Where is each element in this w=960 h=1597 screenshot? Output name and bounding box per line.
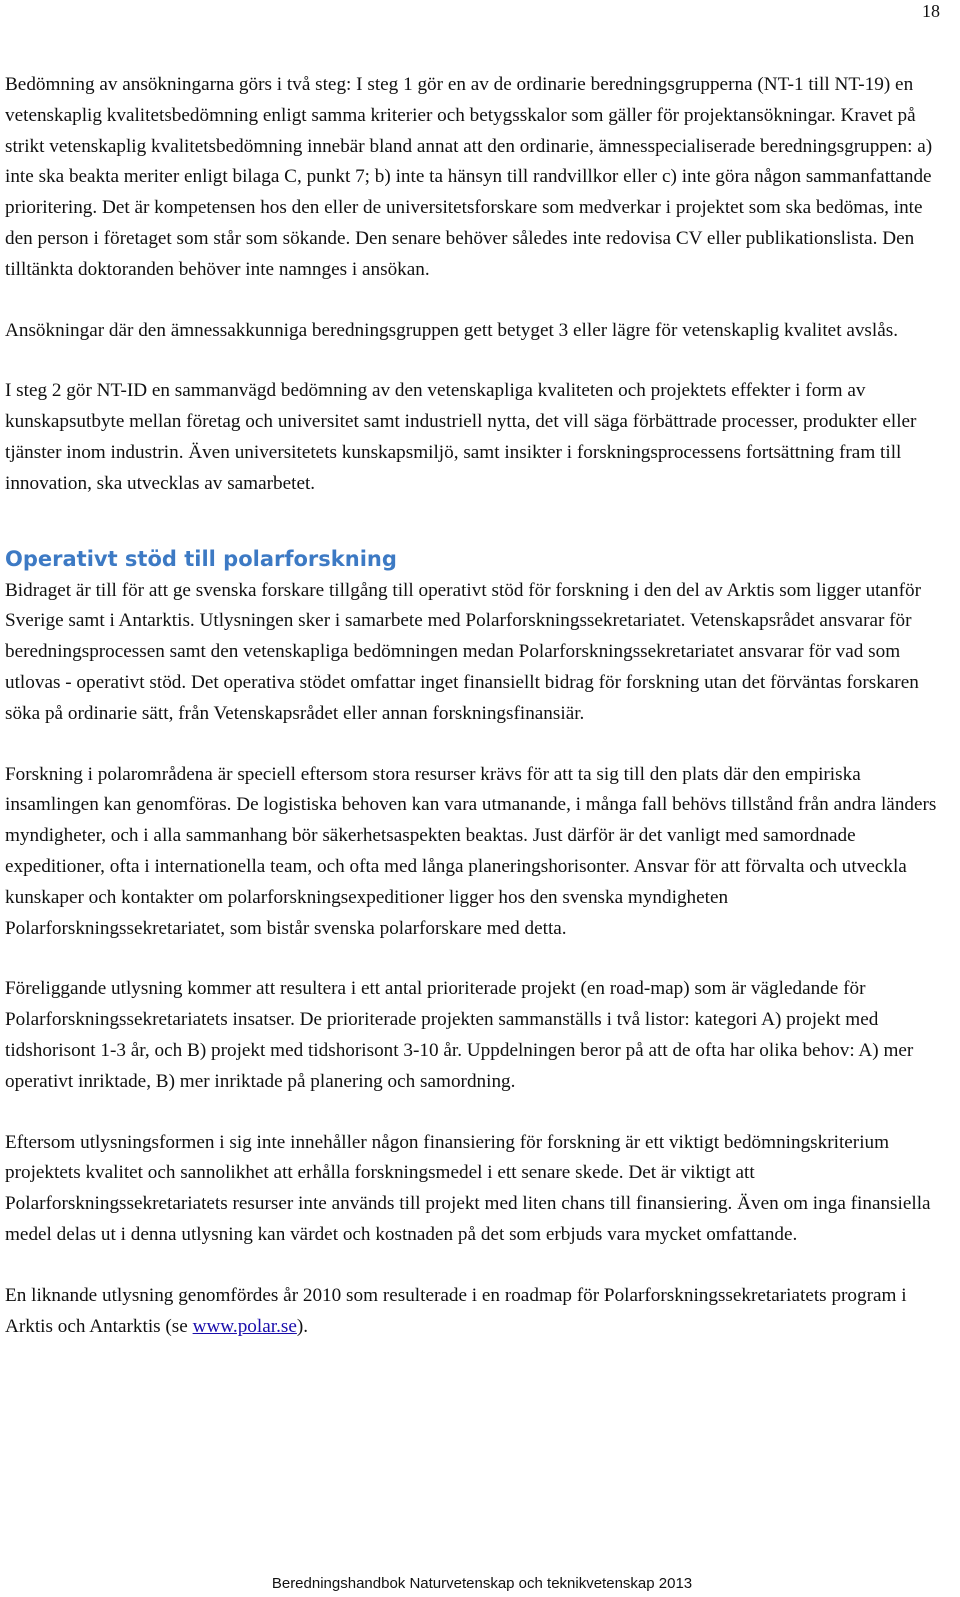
paragraph-polar-previous-call <box>5 1281 940 1343</box>
paragraph-polar-logistics: Forskning i polarområdena är speciell eftersom stora resurser krävs för att ta sig till den plats där den empiriska insamlingen kan genomföras. De logistiska behoven kan vara utmanande, i många fall behövs tillstånd från andra länders myndigheter, och i alla sammanhang bör säkerhetsaspekten beaktas. Just därför är det vanligt med samordnade expeditioner, ofta i internationella team, och ofta med långa planeringshorisonter. Ansvar för att förvalta och utveckla kunskaper och kontakter om polarforskningsexpeditioner ligger hos den svenska myndigheten Polarforskningssekretariatet, som bistår svenska polarforskare med detta. <box>5 763 937 939</box>
paragraph-rejection-rule: Ansökningar där den ämnessakkunniga beredningsgruppen gett betyget 3 eller lägre för vetenskaplig kvalitet avslås. <box>5 319 899 341</box>
page-footer <box>0 1574 960 1594</box>
paragraph-polar-purpose: Bidraget är till för att ge svenska forskare tillgång till operativt stöd för forskning i den del av Arktis som ligger utanför Sverige samt i Antarktis. Utlysningen sker i samarbete med Polarforskningssekretariatet. Vetenskapsrådet ansvarar för beredningsprocessen samt den vetenskapliga bedömningen medan Polarforskningssekretariatet ansvarar för vad som utlovas - operativt stöd. Det operativa stödet omfattar inget finansiellt bidrag för forskning utan det förväntas forskaren söka på ordinarie sätt, från Vetenskapsrådet eller annan forskningsfinansiär. <box>5 579 921 724</box>
previous-call-closing: ). <box>296 1315 309 1337</box>
paragraph-assessment-steps: Bedömning av ansökningarna görs i två steg: I steg 1 gör en av de ordinarie beredningsgrupperna (NT-1 till NT-19) en vetenskaplig kvalitetsbedömning enligt samma kriterier och betygsskalor som gäller för projektansökningar. Kravet på strikt vetenskaplig kvalitetsbedömning innebär bland annat att den ordinarie, ämnesspecialiserade beredningsgruppen: a) inte ska beakta meriter enligt bilaga C, punkt 7; b) inte ta hänsyn till randvillkor eller c) inte göra någon sammanfattande prioritering. Det är kompetensen hos den eller de universitetsforskare som medverkar i projektet som ska bedömas, inte den person i företaget som står som sökande. Den senare behöver således inte redovisa CV eller publikationslista. Den tilltänkta doktoranden behöver inte namnges i ansökan. <box>5 74 933 280</box>
previous-call-text: En liknande utlysning genomfördes år 2010 som resulterade i en roadmap för Polarforskningssekretariatets program i Arktis och Antarktis (se <box>5 1284 907 1337</box>
footer-text: Beredningshandbok Naturvetenskap och teknikvetenskap 2013 <box>271 1575 693 1592</box>
polar-website-link[interactable]: www.polar.se <box>192 1315 297 1337</box>
section-heading-polar-research: Operativt stöd till polarforskning <box>5 546 397 571</box>
paragraph-polar-roadmap: Föreliggande utlysning kommer att resultera i ett antal prioriterade projekt (en road-map) som är vägledande för Polarforskningssekretariatets insatser. De prioriterade projekten sammanställs i två listor: kategori A) projekt med tidshorisont 1-3 år, och B) projekt med tidshorisont 3-10 år. Uppdelningen beror på att de ofta har olika behov: A) mer operativt inriktade, B) mer inriktade på planering och samordning. <box>5 978 914 1092</box>
paragraph-polar-criteria: Eftersom utlysningsformen i sig inte innehåller någon finansiering för forskning är ett viktigt bedömningskriterium projektets kvalitet och sannolikhet att erhålla forskningsmedel i ett senare skede. Det är viktigt att Polarforskningssekretariatets resurser inte används till projekt med liten chans till finansiering. Även om inga finansiella medel delas ut i denna utlysning kan värdet och kostnaden på det som erbjuds vara mycket omfattande. <box>5 1131 931 1245</box>
document-body <box>5 70 940 1372</box>
paragraph-step-two: I steg 2 gör NT-ID en sammanvägd bedömning av den vetenskapliga kvaliteten och projektets effekter i form av kunskapsutbyte mellan företag och universitet samt industriell nytta, det vill säga förbättrade processer, produkter eller tjänster inom industrin. Även universitetets kunskapsmiljö, samt insikter i forskningsprocessens fortsättning fram till innovation, ska utvecklas av samarbetet. <box>5 380 917 494</box>
page-number: 18 <box>922 1 940 21</box>
